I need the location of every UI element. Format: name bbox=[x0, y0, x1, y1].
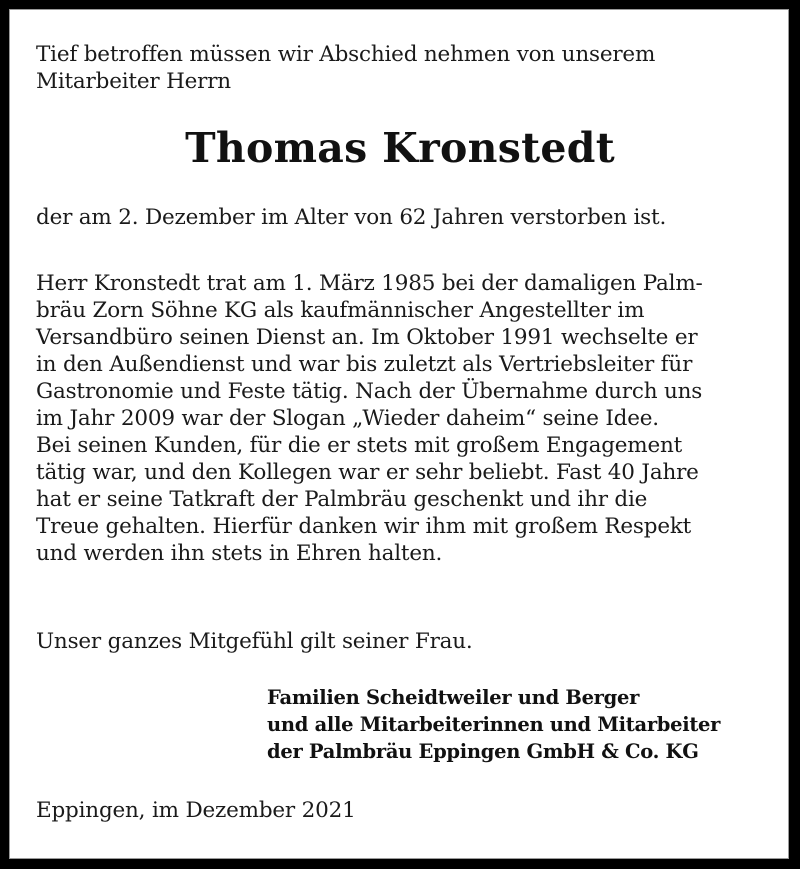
biography-line: hat er seine Tatkraft der Palmbräu geschenkt und ihr die bbox=[36, 487, 648, 512]
death-line: der am 2. Dezember im Alter von 62 Jahren verstorben ist. bbox=[36, 205, 667, 230]
biography-text bbox=[36, 270, 703, 567]
signature-block bbox=[267, 684, 720, 765]
sympathy-line: Unser ganzes Mitgefühl gilt seiner Frau. bbox=[36, 629, 473, 654]
obituary-notice bbox=[9, 9, 789, 859]
signature-line: der Palmbräu Eppingen GmbH & Co. KG bbox=[267, 740, 699, 763]
biography-line: und werden ihn stets in Ehren halten. bbox=[36, 541, 443, 566]
biography-line: Versandbüro seinen Dienst an. Im Oktober 1991 wechselte er bbox=[36, 325, 698, 350]
biography-line: tätig war, und den Kollegen war er sehr beliebt. Fast 40 Jahre bbox=[36, 460, 699, 485]
intro-line: Mitarbeiter Herrn bbox=[36, 69, 231, 94]
place-date: Eppingen, im Dezember 2021 bbox=[36, 798, 356, 823]
biography-line: Gastronomie und Feste tätig. Nach der Übernahme durch uns bbox=[36, 379, 703, 404]
biography-line: im Jahr 2009 war der Slogan „Wieder daheim“ seine Idee. bbox=[36, 406, 659, 431]
biography-line: Herr Kronstedt trat am 1. März 1985 bei der damaligen Palm- bbox=[36, 271, 703, 296]
signature-line: und alle Mitarbeiterinnen und Mitarbeiter bbox=[267, 713, 721, 736]
biography-line: Treue gehalten. Hierfür danken wir ihm mit großem Respekt bbox=[36, 514, 692, 539]
intro-line: Tief betroffen müssen wir Abschied nehmen von unserem bbox=[36, 42, 656, 67]
signature-line: Familien Scheidtweiler und Berger bbox=[267, 686, 640, 709]
intro-text bbox=[36, 41, 655, 95]
biography-line: bräu Zorn Söhne KG als kaufmännischer Angestellter im bbox=[36, 298, 645, 323]
deceased-name: Thomas Kronstedt bbox=[185, 124, 615, 172]
biography-line: in den Außendienst und war bis zuletzt als Vertriebsleiter für bbox=[36, 352, 693, 377]
biography-line: Bei seinen Kunden, für die er stets mit großem Engagement bbox=[36, 433, 683, 458]
